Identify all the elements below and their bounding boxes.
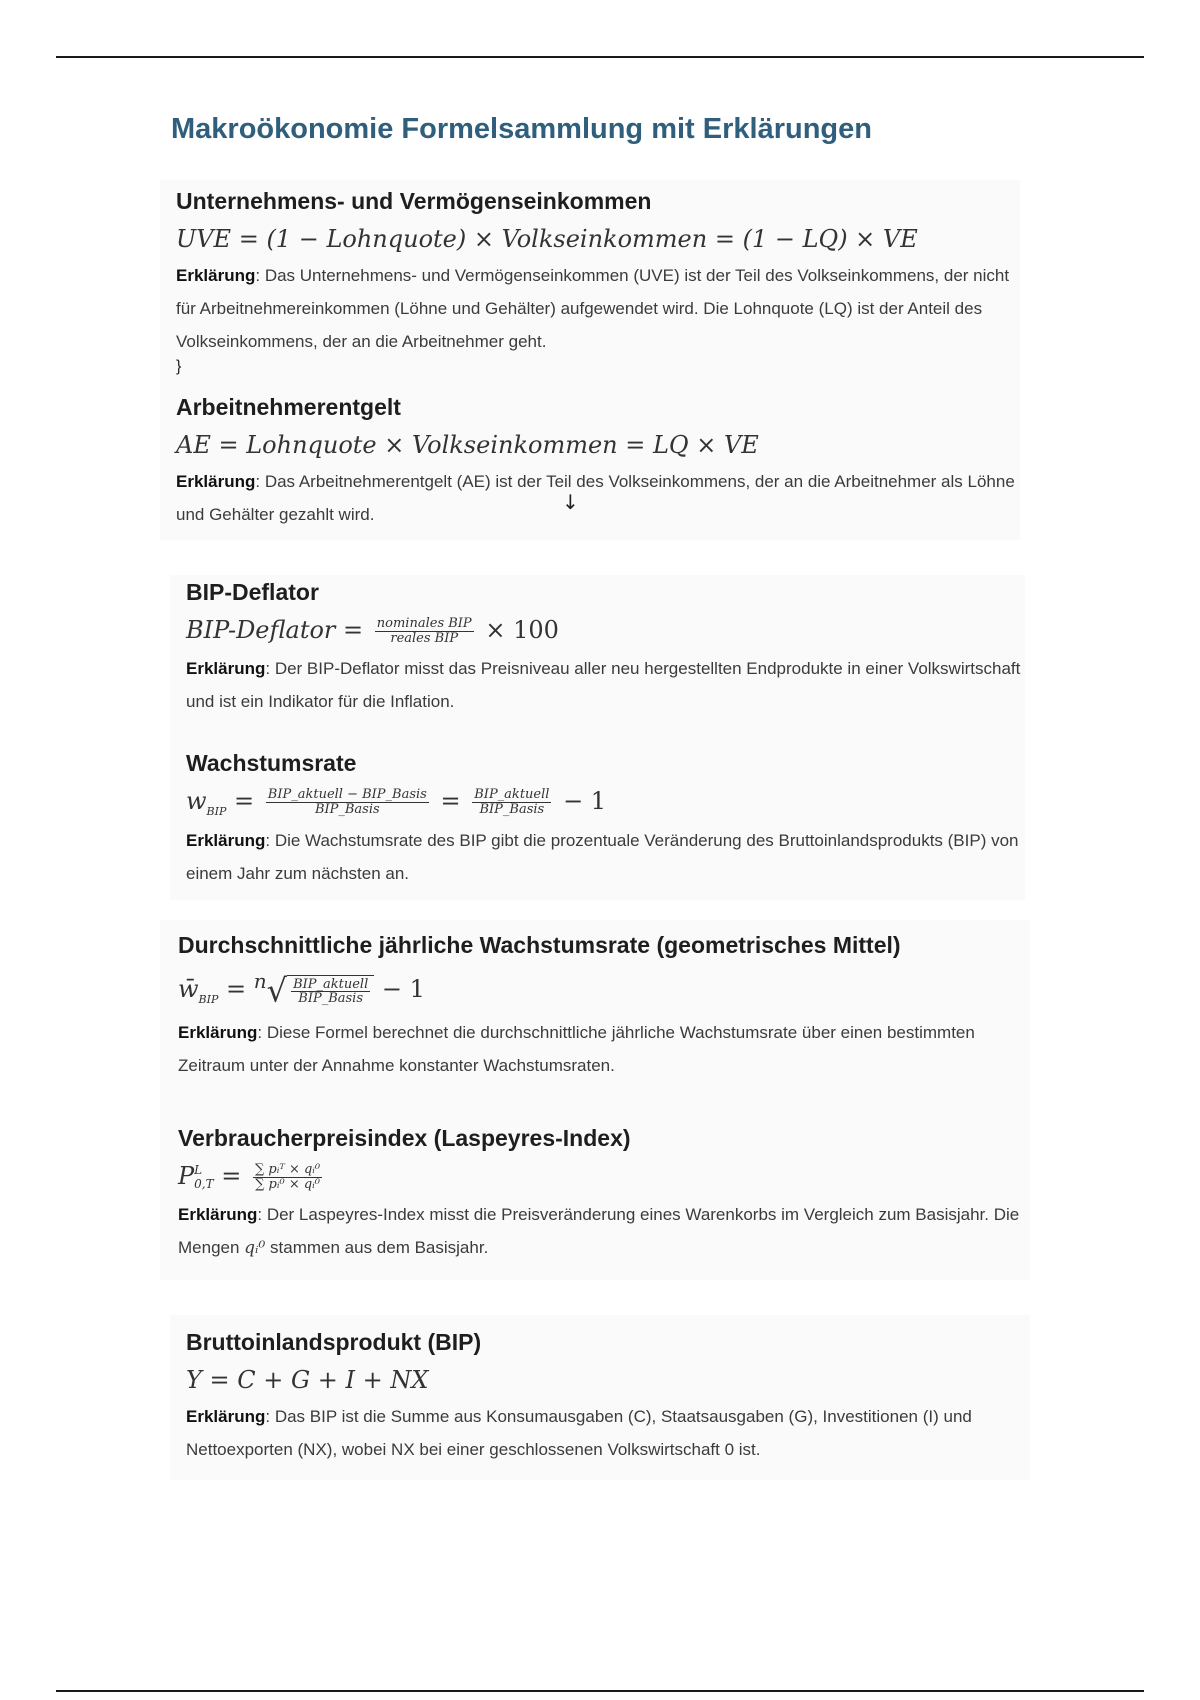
numerator: ∑ pᵢᵀ × qᵢ⁰: [255, 1162, 321, 1178]
formula-tail: − 1: [563, 787, 607, 815]
formula: Y = C + G + I + NX: [186, 1366, 429, 1394]
section-card: [160, 920, 1030, 1280]
explanation-text: Die Wachstumsrate des BIP gibt die prozentuale Veränderung des Bruttoinlandsprodukts (BIP) von einem Jahr zum nächsten an.: [186, 830, 1019, 883]
section-heading: Unternehmens- und Vermögenseinkommen: [176, 188, 652, 214]
section-heading: Bruttoinlandsprodukt (BIP): [186, 1329, 482, 1355]
section-durchschnittliche-wachstumsrate: [178, 932, 1018, 1082]
formula-lhs-sup: L: [194, 1163, 203, 1178]
numerator: BIP_aktuell: [293, 976, 369, 992]
denominator: BIP_Basis: [314, 802, 380, 817]
fraction: [266, 788, 429, 816]
top-rule: [56, 56, 1144, 58]
fraction: [472, 788, 551, 816]
section-card: [160, 180, 1020, 540]
section-bip-deflator: [186, 579, 1036, 718]
section-uve: Unternehmens- und Vermögenseinkommen UVE = (1 − Lohnquote) × Volkseinkommen = (1 − LQ) × VE Erklärung: Das Unternehmens- und Vermögenseinkommen (UVE) ist der Teil des Volkseinkommens, der nicht für Arbeitnehmereinkommen (Löhne und Gehälter) aufgewendet wird. Die Lohnquote (LQ) ist der Anteil des Volkseinkommens, der an die Arbeitnehmer geht. }: [176, 188, 1026, 376]
root-icon: √: [266, 971, 288, 1010]
formula-lhs-sub: BIP: [198, 992, 219, 1006]
formula: $w̄_{BIP} = ^n√$ $\frac{\text{BIP\_aktuell}}{\text{BIP\_Basis}}$ − 1: [178, 969, 425, 1010]
denominator: BIP_Basis: [479, 802, 545, 817]
explanation-label: Erklärung: [186, 830, 266, 850]
explanation-label: Erklärung: [178, 1204, 258, 1224]
explanation-symbol: qᵢ⁰: [244, 1237, 266, 1258]
section-card: [170, 1315, 1030, 1480]
explanation-label: Erklärung: [186, 658, 266, 678]
explanation-text: stammen aus dem Basisjahr.: [270, 1237, 489, 1257]
formula: AE = Lohnquote × Volkseinkommen = LQ × VE: [176, 431, 759, 459]
explanation: Erklärung: Der Laspeyres-Index misst die Preisveränderung eines Warenkorbs im Vergleich zum Basisjahr. Die Mengen qᵢ⁰ stammen aus dem Basisjahr.: [178, 1204, 1020, 1258]
explanation-text: Der BIP-Deflator misst das Preisniveau aller neu hergestellten Endprodukte in einer Volkswirtschaft und ist ein Indikator für die Inflation.: [186, 658, 1021, 711]
section-ae: [176, 394, 1026, 531]
numerator: BIP_aktuell: [474, 787, 550, 803]
section-laspeyres: [178, 1125, 1028, 1265]
explanation-text: Das Arbeitnehmerentgelt (AE) ist der Teil des Volkseinkommens, der an die Arbeitnehmer als Löhne und Gehälter gezahlt wird.: [176, 472, 1015, 524]
formula-lhs: w̄: [178, 975, 199, 1003]
section-bip: [186, 1329, 1036, 1466]
explanation-label: Erklärung: [186, 1407, 266, 1426]
explanation: Erklärung: Das Unternehmens- und Vermögenseinkommen (UVE) ist der Teil des Volkseinkommens, der nicht für Arbeitnehmereinkommen (Löhne und Gehälter) aufgewendet wird. Die Lohnquote (LQ) ist der Anteil des Volkseinkommens, der an die Arbeitnehmer geht.: [176, 266, 1010, 351]
explanation: Erklärung: Das BIP ist die Summe aus Konsumausgaben (C), Staatsausgaben (G), Investitionen (I) und Nettoexporten (NX), wobei NX bei einer geschlossenen Volkswirtschaft 0 ist.: [186, 1407, 972, 1459]
section-wachstumsrate: [186, 750, 1036, 890]
fraction: [291, 978, 370, 1006]
fraction: [375, 617, 474, 645]
root-index: n: [253, 969, 267, 993]
denominator: reales BIP: [390, 631, 459, 646]
explanation-text: Diese Formel berechnet die durchschnittliche jährliche Wachstumsrate über einen bestimmten Zeitraum unter der Annahme konstanter Wachstumsraten.: [178, 1022, 975, 1075]
explanation: Erklärung: Die Wachstumsrate des BIP gibt die prozentuale Veränderung des Bruttoinlandsprodukts (BIP) von einem Jahr zum nächsten an.: [186, 830, 1019, 883]
formula-lhs: P: [178, 1162, 195, 1190]
section-heading: Durchschnittliche jährliche Wachstumsrate (geometrisches Mittel): [178, 932, 901, 958]
section-heading: Wachstumsrate: [186, 750, 357, 776]
denominator: BIP_Basis: [298, 991, 364, 1007]
document-title: Makroökonomie Formelsammlung mit Erklärungen: [171, 113, 872, 145]
formula: UVE = (1 − Lohnquote) × Volkseinkommen = (1 − LQ) × VE: [176, 225, 918, 253]
fraction: [253, 1163, 322, 1191]
formula: P L 0,T = $\frac{\text{∑ pᵢᵀ × qᵢ⁰}}{\text{∑ pᵢ⁰ × qᵢ⁰}}$: [178, 1162, 321, 1192]
explanation-text: Der Laspeyres-Index misst die Preisveränderung eines Warenkorbs im Vergleich zum Basisjahr. Die Mengen: [178, 1204, 1020, 1257]
explanation-label: Erklärung: [176, 266, 256, 285]
formula-lhs-sub: 0,T: [194, 1176, 214, 1191]
explanation-label: Erklärung: [176, 472, 256, 491]
section-heading: BIP-Deflator: [186, 579, 319, 605]
formula-lhs-sub: BIP: [206, 804, 227, 818]
numerator: BIP_aktuell − BIP_Basis: [267, 787, 427, 803]
section-heading: Verbraucherpreisindex (Laspeyres-Index): [178, 1125, 631, 1151]
bottom-rule: [56, 1690, 1144, 1692]
formula: $w_{BIP}$ = $\frac{\text{BIP\_aktuell − BIP\_Basis}}{\text{BIP\_Basis}}$ = $\frac{\text{BIP\_aktuell}}{\text{BIP\_Basis}}$ − 1: [186, 787, 607, 818]
section-card: [170, 575, 1025, 900]
formula-tail: − 1: [381, 975, 425, 1003]
explanation: Erklärung: Diese Formel berechnet die durchschnittliche jährliche Wachstumsrate über einen bestimmten Zeitraum unter der Annahme konstanter Wachstumsraten.: [178, 1022, 975, 1075]
explanation-text: Das BIP ist die Summe aus Konsumausgaben (C), Staatsausgaben (G), Investitionen (I) und Nettoexporten (NX), wobei NX bei einer geschlossenen Volkswirtschaft 0 ist.: [186, 1407, 972, 1459]
formula-lhs: w: [186, 787, 207, 815]
arrow-down-icon: ↓: [562, 490, 579, 514]
numerator: nominales BIP: [376, 616, 472, 632]
explanation-label: Erklärung: [178, 1022, 258, 1042]
formula: [186, 616, 1036, 646]
formula-rhs: × 100: [485, 616, 559, 644]
section-heading: Arbeitnehmerentgelt: [176, 394, 401, 420]
formula-lhs: BIP-Deflator =: [186, 616, 364, 644]
denominator: ∑ pᵢ⁰ × qᵢ⁰: [255, 1177, 320, 1192]
explanation: Erklärung: Der BIP-Deflator misst das Preisniveau aller neu hergestellten Endprodukte in einer Volkswirtschaft und ist ein Indikator für die Inflation.: [186, 658, 1021, 711]
explanation: Erklärung: Das Arbeitnehmerentgelt (AE) ist der Teil des Volkseinkommens, der an die Arbeitnehmer als Löhne und Gehälter gezahlt wird.: [176, 472, 1015, 524]
explanation-text: Das Unternehmens- und Vermögenseinkommen (UVE) ist der Teil des Volkseinkommens, der nicht für Arbeitnehmereinkommen (Löhne und Gehälter) aufgewendet wird. Die Lohnquote (LQ) ist der Anteil des Volkseinkommens, der an die Arbeitnehmer geht.: [176, 266, 1010, 351]
